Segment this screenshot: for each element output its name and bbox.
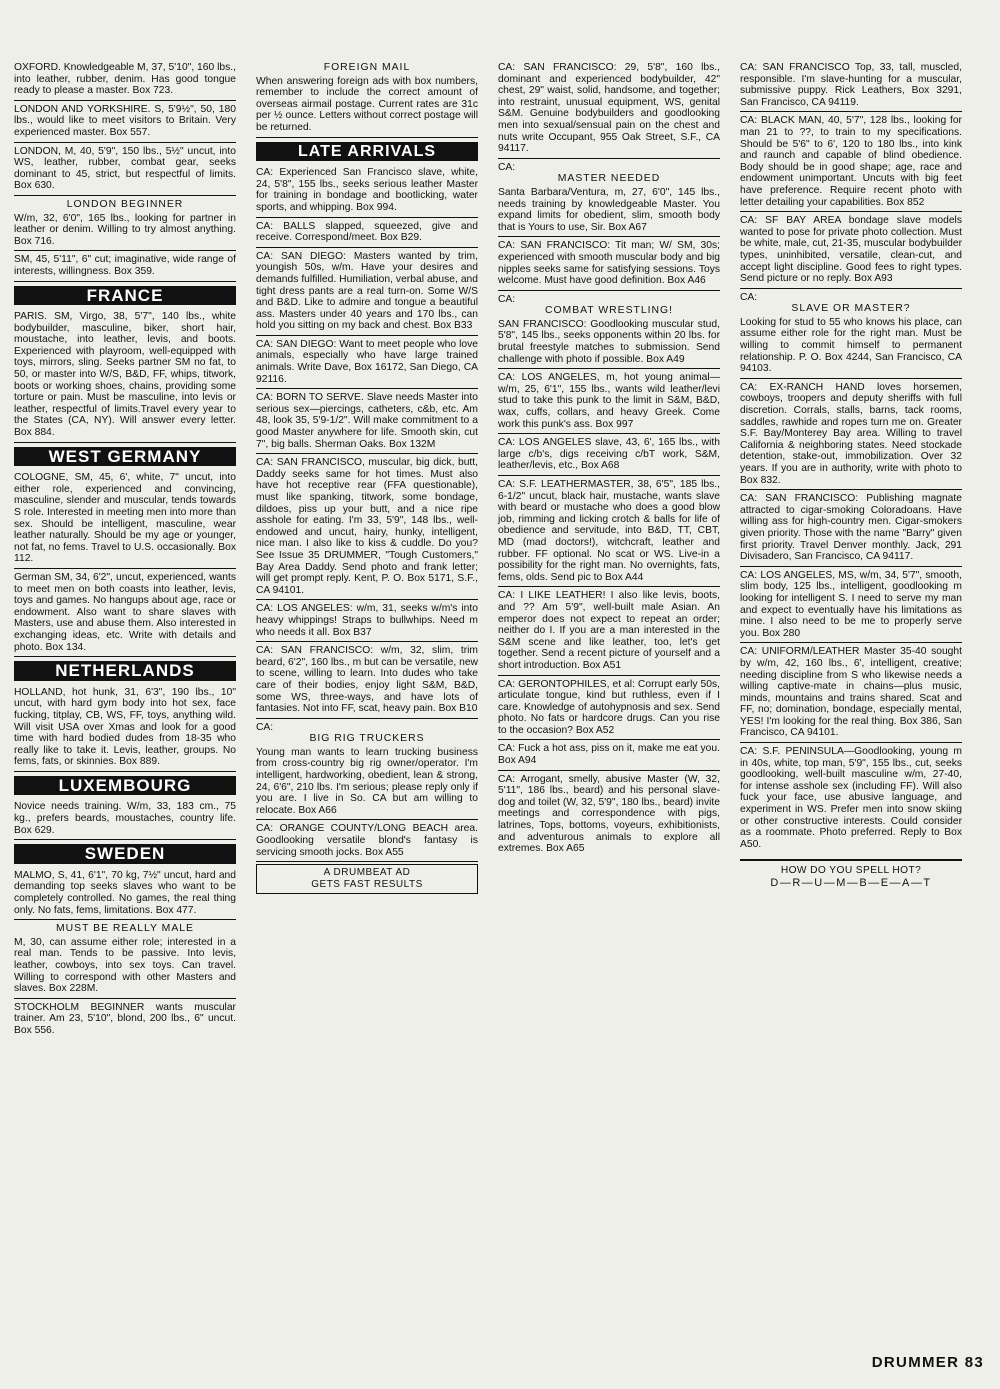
classified-ad <box>14 101 236 143</box>
section-header-france: FRANCE <box>14 286 236 306</box>
classified-ad <box>256 642 478 719</box>
ad-text: CA: S.F. LEATHERMASTER, 38, 6'5", 185 lbs., 6-1/2" uncut, black hair, mustache, wants slave with beard or mustache who does a good blow job, rimming and licking crotch & balls for life of obedience and servitude, into B&D, TT, CBT, MD (mad doctors!), witchcraft, leather and rubber. FF optional. No scat or WS. Live-in a possibility for the right man. No overnights, fats, fems, olds. Send pic to Box A44 <box>498 479 720 583</box>
ad-text: W/m, 32, 6'0", 165 lbs., looking for partner in leather or denim. Willing to try almost anything. Box 716. <box>14 212 236 247</box>
ad-text: CA: I LIKE LEATHER! I also like levis, boots, and ?? Am 5'9", well-built male Asian. An emperor does not expect to repeat an order; neither do I. If you are a man interested in the S&M scene and like leather, too, let's get together. Send a recent picture of yourself and a short introduction. Box A51 <box>498 590 720 671</box>
section-header-sweden: SWEDEN <box>14 844 236 864</box>
classified-ad <box>498 476 720 587</box>
ad-text: CA: SAN FRANCISCO: w/m, 32, slim, trim beard, 6'2", 160 lbs., m but can be versatile, new to scene, willing to learn. Into dudes who take care of their bodies, enjoy light S&M, B&D, some WS, three-ways, and have lots of fantasies. Not into FF, scat, heavy pain. Box B10 <box>256 645 478 715</box>
ad-headline: COMBAT WRESTLING! <box>544 305 674 317</box>
ad-text: COLOGNE, SM, 45, 6', white, 7" uncut, into either role, experienced and convincing, masculine, slender and muscular, tends towards S role. Interested in meeting men into more than sex. Should be intelligent, masculine, wear leather naturally. Should be my age or younger, not fat, no fems. Travel to U.S. occasionally. Box 112. <box>14 472 236 565</box>
ad-text: CA: SAN FRANCISCO Top, 33, tall, muscled, responsible. I'm slave-hunting for a muscular, submissive puppy. Rick Leathers, Box 3291, San Francisco, CA 94119. <box>740 62 962 108</box>
notice-text: When answering foreign ads with box numbers, remember to include the correct amount of overseas airmail postage. Current rates are 31c per ½ ounce. Letters without correct postage will be returned. <box>256 75 478 133</box>
column-1 <box>14 62 236 1324</box>
ad-text: CA: SF BAY AREA bondage slave models wanted to pose for private photo collection. Must be white, male, cut, 21-35, muscular bodybuilder types, uninhibited, versatile, clean-cut, and accept light discipline. Good fees to right types. Send picture or no reply. Box A93 <box>740 215 962 285</box>
ad-location-prefix: CA: <box>740 291 758 303</box>
ad-text: Looking for stud to 55 who knows his place, can assume either role for the right man. Must be willing to commit himself to permanent relationship. P. O. Box 4244, San Francisco, CA 94103. <box>740 316 962 375</box>
classified-ad <box>498 676 720 741</box>
ad-text: LONDON, M, 40, 5'9", 150 lbs., 5½" uncut, into WS, leather, rubber, combat gear, seeks dominant to 45, strict, but respectful of limits. Box 630. <box>14 145 236 192</box>
classified-ad <box>256 454 478 600</box>
ad-text: CA: LOS ANGELES slave, 43, 6', 165 lbs., with large c/b's, digs receiving c/bT work, S&M, leather/levis, etc., Box A68 <box>498 437 720 472</box>
classifieds-columns <box>14 62 986 1324</box>
classified-ad <box>740 743 962 853</box>
ad-text: MALMO, S, 41, 6'1", 70 kg, 7½" uncut, hard and demanding top seeks slaves who want to be completely controlled. No games, the real thing only. No fats, fems, limitations. Box 477. <box>14 869 236 916</box>
ad-location-prefix: CA: <box>498 161 516 173</box>
ad-text: CA: SAN FRANCISCO: 29, 5'8", 160 lbs., dominant and experienced bodybuilder, 42" chest, 29" waist, solid, handsome, and together; into restraint, unusual equipment, WS, genital S&M. Genuine bodybuilders and goodlooking men into sexual/sensual pain on the chest and nuts write Occupant, 955 Oak Street, S.F., CA 94117. <box>498 62 720 155</box>
classified-ad <box>14 569 236 657</box>
classified-ad <box>256 218 478 248</box>
ad-text: HOLLAND, hot hunk, 31, 6'3", 190 lbs., 10" uncut, with hard gym body into hot sex, face fucking, titplay, CB, WS, FF, toys, anything wild. Will visit USA over Xmas and look for a good time with hard bodied dudes from 18-35 who really like to take it. Levis, leather, groups. No fems, fats, or skinnies. Box 889. <box>14 686 236 768</box>
ad-text: CA: S.F. PENINSULA—Goodlooking, young m in 40s, white, top man, 5'9", 155 lbs., cut, seeks goodlooking, well-built masculine w/m, 27-40, for intense asshole sex (including FF). Will also fuck your face, use abusive language, and experiment in WS. Prefer men into snow skiing or other constructive interests. Could consider as a roommate. Photo preferred. Reply to Box A50. <box>740 746 962 850</box>
classified-ad <box>498 740 720 770</box>
ad-text: CA: Arrogant, smelly, abusive Master (W, 32, 5'11", 186 lbs., beard) and his personal slave-dog and toilet (W, 32, 5'9", 180 lbs., beard) invite meetings and correspondence with pigs, latrines, Tops, bottoms, voyeurs, exhibitionists, and adventurous animals to explore all extremes. Box A65 <box>498 773 720 855</box>
column-3 <box>498 62 720 1324</box>
ad-text: CA: BALLS slapped, squeezed, give and receive. Correspond/meet. Box B29. <box>256 220 478 244</box>
ad-headline: MUST BE REALLY MALE <box>56 923 194 935</box>
section-header-west-germany: WEST GERMANY <box>14 447 236 467</box>
ad-text: CA: SAN FRANCISCO: Tit man; W/ SM, 30s; experienced with smooth muscular body and big nipples seeks same for satisfying sessions. Toys welcome. Must have good definition. Box A46 <box>498 240 720 287</box>
drumbeat-slogan-line1: HOW DO YOU SPELL HOT? <box>780 865 922 877</box>
ad-location-prefix: CA: <box>498 293 516 305</box>
drumbeat-promo-box <box>256 864 478 894</box>
ad-text: CA: LOS ANGELES: w/m, 31, seeks w/m's into heavy whippings! Straps to bullwhips. Need m who needs it all. Box B37 <box>256 603 478 638</box>
classified-ad <box>740 212 962 289</box>
section-header-netherlands: NETHERLANDS <box>14 661 236 681</box>
ad-text: CA: ORANGE COUNTY/LONG BEACH area. Goodlooking versatile blond's fantasy is servicing smooth jocks. Box A55 <box>256 823 478 858</box>
classified-ad <box>498 62 720 159</box>
ad-text: OXFORD. Knowledgeable M, 37, 5'10", 160 lbs., into leather, rubber, denim. Has good tongue ready to please a master. Box 723. <box>14 62 236 97</box>
ad-text: CA: Experienced San Francisco slave, white, 24, 5'8", 155 lbs., seeks serious leather Master for training in bondage and bootlicking, water sports, and whipping. Box 994. <box>256 167 478 213</box>
ad-text: CA: SAN DIEGO: Want to meet people who love animals, especially who have large trained animals. Write Dave, Box 16172, San Diego, CA 92116. <box>256 338 478 385</box>
ad-headline: MASTER NEEDED <box>557 173 661 185</box>
drumbeat-slogan-line2: D—R—U—M—B—E—A—T <box>770 877 932 890</box>
classified-ad <box>256 719 478 821</box>
classified-ad <box>256 164 478 217</box>
classified-ad <box>14 684 236 772</box>
ad-text: CA: Fuck a hot ass, piss on it, make me eat you. Box A94 <box>498 743 720 767</box>
page-number: 83 <box>964 1354 984 1371</box>
classified-ad <box>256 248 478 336</box>
ad-text: CA: BORN TO SERVE. Slave needs Master into serious sex—piercings, catheters, c&b, etc. Am 48, look 35, 5'9-1/2". Will make commitment to a good Master anywhere for life. Smooth skin, cut 7", big balls. Sherman Oaks. Box 132M <box>256 392 478 450</box>
classified-ad <box>498 587 720 675</box>
classified-ad <box>498 237 720 290</box>
ad-text: STOCKHOLM BEGINNER wants muscular trainer. Am 23, 5'10", blond, 200 lbs., 6" uncut. Box 556. <box>14 1001 236 1036</box>
ad-text: CA: EX-RANCH HAND loves horsemen, cowboys, troopers and deputy sheriffs with full discretion. Corrals, stalls, barns, tack rooms, saddles, rawhide and ropes turn me on. Greater S.F. Bay/Monterey Bay area. Willing to travel California & neighboring states. Need stockade detention, stake-out, immobilization. Over 32 years. If you are in authority, write with photo to Box 832. <box>740 381 962 486</box>
classified-ad <box>498 291 720 370</box>
classified-ad <box>740 112 962 212</box>
ad-text: CA: UNIFORM/LEATHER Master 35-40 sought by w/m, 42, 160 lbs., 6', intelligent, creative; needing discipline from S who likewise needs a willing captive-mate in chains—plus music, minds, mountains and trains shared. Scat and FF, no; domination, bondage, especially mental, YES! I'm looking for the real thing. Box 386, San Francisco, CA 94101. <box>740 646 962 739</box>
classified-ad <box>498 159 720 238</box>
drumbeat-promo-line2: GETS FAST RESULTS <box>311 879 423 891</box>
ad-text: PARIS. SM, Virgo, 38, 5'7", 140 lbs., white bodybuilder, masculine, biker, short hair, moustache, into leather, levis, and boots. Experienced with playroom, well-equipped with toys, mirrors, sling. Seeks partner SM no fat, to 50, or master into W/S, B&D, FF, whips, titwork, boots or working shoes, chains, providing some torture or pain. Must be masculine, into levis or leather, respectful of limits.Travel every year to the States (CA, NY). Will answer every letter. Box 884. <box>14 311 236 439</box>
classified-ad <box>14 920 236 999</box>
ad-text: M, 30, can assume either role; interested in a real man. Tends to be passive. Into levis, leather, cowboys, into sex toys. Can travel. Willing to correspond with other Masters and slaves. Box 228M. <box>14 936 236 995</box>
classified-ad <box>740 379 962 490</box>
ad-text: SM, 45, 5'11", 6" cut; imaginative, wide range of interests, willingness. Box 359. <box>14 254 236 277</box>
ad-text: Novice needs training. W/m, 33, 183 cm., 75 kg., prefers beards, moustaches, country life. Box 629. <box>14 801 236 836</box>
classified-ad <box>14 251 236 281</box>
classified-ad <box>14 867 236 920</box>
classified-ad <box>14 999 236 1040</box>
classified-ad <box>498 434 720 476</box>
column-2 <box>256 62 478 1324</box>
classified-ad <box>740 567 962 644</box>
classified-ad <box>740 62 962 112</box>
ad-headline: LONDON BEGINNER <box>66 198 184 210</box>
ad-headline: SLAVE OR MASTER? <box>791 303 911 315</box>
classified-ad <box>498 369 720 434</box>
classified-ad <box>740 289 962 379</box>
classified-ad <box>256 389 478 454</box>
classified-ad <box>14 196 236 251</box>
classified-ad <box>740 643 962 743</box>
drumbeat-slogan <box>740 859 962 890</box>
classified-ad <box>14 143 236 196</box>
classified-ad <box>14 308 236 443</box>
classified-ad <box>256 336 478 389</box>
ad-text: CA: SAN FRANCISCO, muscular, big dick, butt, Daddy seeks same for hot times. Must also have hot receptive rear (FFA questionable), must like spanking, titwork, some bondage, dildoes, piss up your butt, and a nice ripe asshole for eating. I'm 33, 5'9", 148 lbs., well-endowed and uncut, hairy, hunky, intelligent, nice man. I also like to kiss & cuddle. Do you? See Issue 35 DRUMMER, "Tough Customers," Bay Area Daddy. Send photo and frank letter; will get prompt reply. Kent, P. O. Box 5171, S.F., CA 94101. <box>256 457 478 596</box>
page-footer <box>872 1354 984 1371</box>
classified-ad <box>740 490 962 567</box>
ad-text: Santa Barbara/Ventura, m, 27, 6'0", 145 lbs., needs training by knowledgeable Master. You expand limits for obedient, slim, smooth body that is Yours to use, Sir. Box A67 <box>498 186 720 233</box>
classified-ad <box>498 771 720 858</box>
classified-ad <box>14 798 236 840</box>
ad-text: LONDON AND YORKSHIRE. S, 5'9½", 50, 180 lbs., would like to meet visitors to Britain. Very experienced master. Box 557. <box>14 103 236 138</box>
magazine-name: DRUMMER <box>871 1354 960 1371</box>
notice-headline: FOREIGN MAIL <box>323 62 411 73</box>
ad-text: CA: SAN FRANCISCO: Publishing magnate attracted to cigar-smoking Coloradoans. Have willing ass for high-country men. Cigar-smokers given priority. Those with the name "Barry" given first priority. Travel Denver monthly. Jack, 291 Divisadero, San Francisco, CA 94117. <box>740 493 962 563</box>
ad-text: SAN FRANCISCO: Goodlooking muscular stud, 5'8", 145 lbs., seeks opponents within 20 lbs. for brutal freestyle matches to submission. Send challenge with photo if possible. Box A49 <box>498 318 720 365</box>
ad-text: CA: SAN DIEGO: Masters wanted by trim, youngish 50s, w/m. Have your desires and demands fulfilled. Humiliation, verbal abuse, and tight dress pants are a real turn-on. Some W/S and B&D. Like to admire and tongue a beautiful ass. Masters under 40 years and 170 lbs., can hold you sitting on my back and chest. Box B33 <box>256 250 478 332</box>
column-4 <box>740 62 962 1324</box>
foreign-mail-notice <box>256 62 478 138</box>
classified-ad <box>14 469 236 569</box>
classified-ad <box>14 62 236 101</box>
ad-text: CA: LOS ANGELES, m, hot young animal—w/m, 25, 6'1", 155 lbs., wants wild leather/levi stud to take this punk to the limit in S&M, B&D, wax, cuffs, collars, and heavy Greek. Come work this punk's ass. Box 997 <box>498 372 720 430</box>
section-header-late-arrivals: LATE ARRIVALS <box>256 142 478 162</box>
drumbeat-promo-line1: A DRUMBEAT AD <box>323 867 411 879</box>
classified-ad <box>256 820 478 862</box>
ad-headline: BIG RIG TRUCKERS <box>309 733 425 745</box>
ad-text: CA: BLACK MAN, 40, 5'7", 128 lbs., looking for man 21 to ??, to train to my specifications. Should be 5'6" to 6', 120 to 180 lbs., into kink and raunch and capable of blind obedience. Body should be in good shape; age, race and endowment unimportant. Uncuts with big feet have preference. Require recent photo with letter detailing your capabilities. Box 852 <box>740 115 962 208</box>
classified-ad <box>256 600 478 642</box>
ad-text: CA: LOS ANGELES, MS, w/m, 34, 5'7", smooth, slim body, 125 lbs., intelligent, goodlooking m looking for intelligent S. I need to serve my man and expect to eventually have his limitations as mine. I also need to be me to properly serve you. Box 280 <box>740 569 962 639</box>
section-header-luxembourg: LUXEMBOURG <box>14 776 236 796</box>
ad-text: CA: GERONTOPHILES, et al: Corrupt early 50s, articulate tongue, kind but ruthless, even if I care. Knowledge of autohypnosis and sex. Send photo. No fats or hardcore drugs. Can you rise to the occasion? Box A52 <box>498 678 720 736</box>
ad-text: Young man wants to learn trucking business from cross-country big rig owner/operator. I'm intelligent, hardworking, obedient, lean & strong, 24, 6'6", 210 lbs. I'm serious; please reply only if you are. I live in So. CA but am willing to relocate. Box A66 <box>256 746 478 816</box>
ad-location-prefix: CA: <box>256 721 274 733</box>
ad-text: German SM, 34, 6'2", uncut, experienced, wants to meet men on both coasts into leather, levis, toys and games. No hangups about age, race or endowment. Also want to share slaves with Masters, use and abuse them. Also interested in exchanging ideas, etc. Write with details and photo. Box 134. <box>14 571 236 653</box>
